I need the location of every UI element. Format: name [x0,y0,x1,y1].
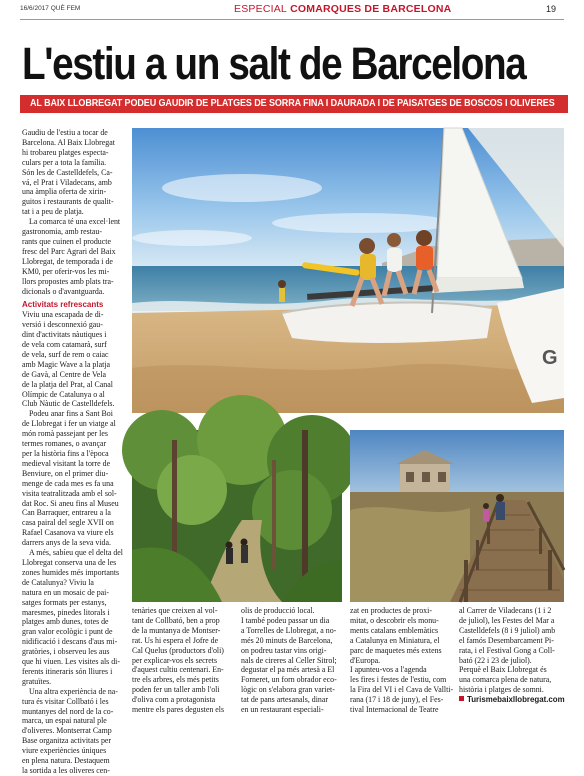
text-line: tant de Collbató, ben a prop [132,615,220,625]
text-line: dat Roc. Si aneu fins al Museu [22,498,119,508]
text-line: tival Internacional de Teatre [350,705,439,715]
text-line: Barcelona. Al Baix Llobregat [22,137,115,147]
text-line: de Gavà, al Centre de Vela [22,369,106,379]
article-column-2 [132,606,236,715]
issue-date: 16/6/2017 QUÈ FEM [20,5,81,12]
text-line: llors propostes amb plats tra- [22,276,114,286]
text-line: en un restaurant especiali- [241,705,324,715]
text-line: menge de cada mes es fa una [22,478,114,488]
text-line: d'oliva com a protagonista [132,695,216,705]
article-column-1 [22,128,126,776]
text-line: hi trobareu platges especta- [22,147,109,157]
text-line: culars per a tota la família. [22,157,107,167]
text-line: tre els arbres, els més petits [132,675,219,685]
text-line: a Catalunya en Miniatura, el [350,635,440,645]
text-line: platges amb dunes, totes de [22,617,109,627]
text-line: Olímpic de Catalunya o al [22,389,105,399]
text-line: rata, i el Festival Gong a Coll- [459,645,555,655]
text-line: de la muntanya de Montser- [132,625,221,635]
text-line: Can Barraquer, entrareu a la [22,508,111,518]
text-line: Rafael Casanova va viure els [22,528,114,538]
text-line: dint d'activitats nàutiques i [22,330,107,340]
text-line: tat de pans artesanals, dinar [241,695,328,705]
forest-path-photo [132,430,342,602]
text-line: KM0, per oferir-vos les mi- [22,266,110,276]
page-header [0,0,584,20]
text-line: Llobregat conserva una de les [22,557,117,567]
section-title [234,3,451,15]
paragraph-delta [22,548,126,687]
subheadline-band [20,95,568,113]
text-line: Club Nàutic de Castelldefels. [22,399,115,409]
hull-lettering: G [542,347,558,369]
paragraph-gastronomy [22,217,126,296]
text-line: bató (22 i 23 de juliol). [459,655,532,665]
text-line: més 20 minuts de Barcelona, [241,635,333,645]
article-subheadline: AL BAIX LLOBREGAT PODEU GAUDIR DE PLATGES DE SORRA FINA I DAURADA I DE PAISATGES DE BOSCOS I OLIVERES [30,98,555,109]
text-line: una comarca plena de natura, [459,675,552,685]
text-line: degustar el pa més artesà a El [241,665,335,675]
section-prefix: ESPECIAL [234,3,287,15]
text-line: ferents itineraris són lliures i [22,666,113,676]
text-line: visita teatralitzada amb el sol- [22,488,117,498]
text-line: Gaudiu de l'estiu a tocar de [22,128,108,137]
text-line: que hi viuen. Les visites als di- [22,657,120,667]
text-line: Una altra experiència de na- [29,686,118,696]
article-column-3 [241,606,345,715]
text-line: història i platges de somni. [459,685,544,695]
text-line: tenàries que creixen al vol- [132,606,218,615]
wetland-boardwalk-photo [350,430,564,602]
text-line: Cal Quelus (productors d'oli) [132,645,224,655]
text-line: al Carrer de Viladecans (1 i 2 [459,606,552,615]
text-line: maresmes, pinedes litorals i [22,607,110,617]
text-line: I també podeu passar un dia [241,615,330,625]
paragraph-festivals [459,606,565,695]
text-line: Perquè el Baix Llobregat és [459,665,547,675]
paragraph-olive-trees [132,606,236,715]
text-line: versió i desconnexió gau- [22,320,103,330]
text-line: casa pairal del segle XVII on [22,518,114,528]
text-line: Benviure, on el primer diu- [22,468,109,478]
text-line: darrers anys de la seva vida. [22,538,111,548]
text-line: de la platja del Prat, al Canal [22,379,113,389]
section-name: COMARQUES DE BARCELONA [290,3,452,15]
text-line: d'oliveres. Montserrat Camp [22,726,112,736]
text-line: termes romanes, o avançar [22,439,107,449]
text-line: guitos i restaurants de qualit- [22,197,114,207]
text-line: zat en productes de proxi- [350,606,432,615]
text-line: Llobregat, de temporada i de [22,256,113,266]
text-line: mentre els pares degusten els [132,705,225,715]
text-line: on podreu tastar vins origi- [241,645,327,655]
paragraph-history [22,409,126,548]
text-line: natura en un mosaic de pai- [22,587,109,597]
text-line: de juliol), les Festes del Mar a [459,615,555,625]
text-line: Viviu una escapada de di- [22,310,104,320]
paragraph-nautical [22,310,126,409]
text-line: de Catalunya? Viviu la [22,577,94,587]
text-line: Podeu anar fins a Sant Boi [29,409,113,419]
text-line: món romà passejant per les [22,429,108,439]
text-line: La comarca té una excel·lent [29,217,121,227]
text-line: d'aquest cultiu centenari. En- [132,665,224,675]
text-line: rana (17 i 18 de juny), el Fes- [350,695,444,705]
text-line: vá, el Prat i Viladecans, amb [22,177,112,187]
article-column-5 [459,606,565,705]
text-line: Base organitza activitats per [22,736,112,746]
text-line: gratòries, i observeu les aus [22,647,110,657]
paragraph-monuments-agenda [350,606,454,715]
text-line: amb Magic Wave a la platja [22,359,110,369]
text-line: la Fira del VI i el Cava de Vallti- [350,685,454,695]
text-line: gran valor ecològic i punt de [22,627,113,637]
text-line: satges formats per estanys, [22,597,107,607]
paragraph-collbato [22,687,126,776]
text-line: medieval visitant la torre de [22,458,111,468]
header-rule [20,19,564,20]
page-number: 19 [546,4,557,14]
text-line: parc de maquetes més extens [350,645,442,655]
text-line: gratuïtes. [22,676,52,686]
text-line: la sortida a les oliveres cen- [22,766,110,775]
text-line: nals de cireres al Celler Sitrol; [241,655,337,665]
text-line: per explicar-vos els secrets [132,655,218,665]
website-url[interactable]: Turismebaixllobregat.com [467,695,565,705]
article-column-4 [350,606,454,715]
text-line: A més, sabíeu que el delta del [29,548,124,558]
text-line: gastronomia, amb restau- [22,227,102,237]
text-line: poden fer un taller amb l'oli [132,685,220,695]
text-line: una àmplia oferta de xirin- [22,187,107,197]
text-line: en plena natura. Destaquem [22,756,110,766]
text-line: el famós Desembarcament Pi- [459,635,554,645]
text-line: fresc del Parc Agrari del Baix [22,246,116,256]
text-line: de Llobregat i fer un viatge al [22,419,116,429]
paragraph-intro [22,128,126,217]
text-line: d'Europa. [350,655,381,665]
text-line: de vela com catamarà, surf [22,340,107,350]
text-line: olis de producció local. [241,606,315,615]
text-line: per la història fins a l'època [22,449,109,458]
text-line: marca, un espai natural ple [22,716,107,726]
text-line: viure experiències úniques [22,746,107,756]
text-line: mitat, o descobrir els monu- [350,615,439,625]
text-line: tat i a peu de platja. [22,207,84,217]
text-line: a Torrelles de Llobregat, a no- [241,625,337,635]
text-line: Són les de Castelldefels, Ca- [22,167,113,177]
text-line: I apunteu-vos a l'agenda [350,665,427,675]
text-line: zones humides més importants [22,567,120,577]
text-line: rants que cuinen el producte [22,236,111,246]
text-line: tura és visitar Collbató i les [22,696,109,706]
text-line: nidificació i descans d'aus mi- [22,637,118,647]
text-line: rat. Us hi espera el Jofre de [132,635,219,645]
text-line: muntanyes del nord de la co- [22,706,114,716]
text-line: Castelldefels (8 i 9 juliol) amb [459,625,556,635]
website-link[interactable] [459,695,565,705]
text-line: ments catalans emblemàtics [350,625,439,635]
article-headline: L'estiu a un salt de Barcelona [22,38,526,89]
text-line: lògic on s'elabora gran variet- [241,685,335,695]
text-line: de vela, surf de rem o caiac [22,349,109,359]
text-line: les fires i festes de l'estiu, com [350,675,447,685]
beach-catamaran-photo [132,128,564,413]
text-line: Forneret, un forn obrador eco- [241,675,337,685]
bullet-square-icon [459,696,464,701]
section-heading-activities: Activitats refrescants [22,300,104,310]
paragraph-torrelles [241,606,345,715]
text-line: dicionals o d'avantguarda. [22,286,105,296]
